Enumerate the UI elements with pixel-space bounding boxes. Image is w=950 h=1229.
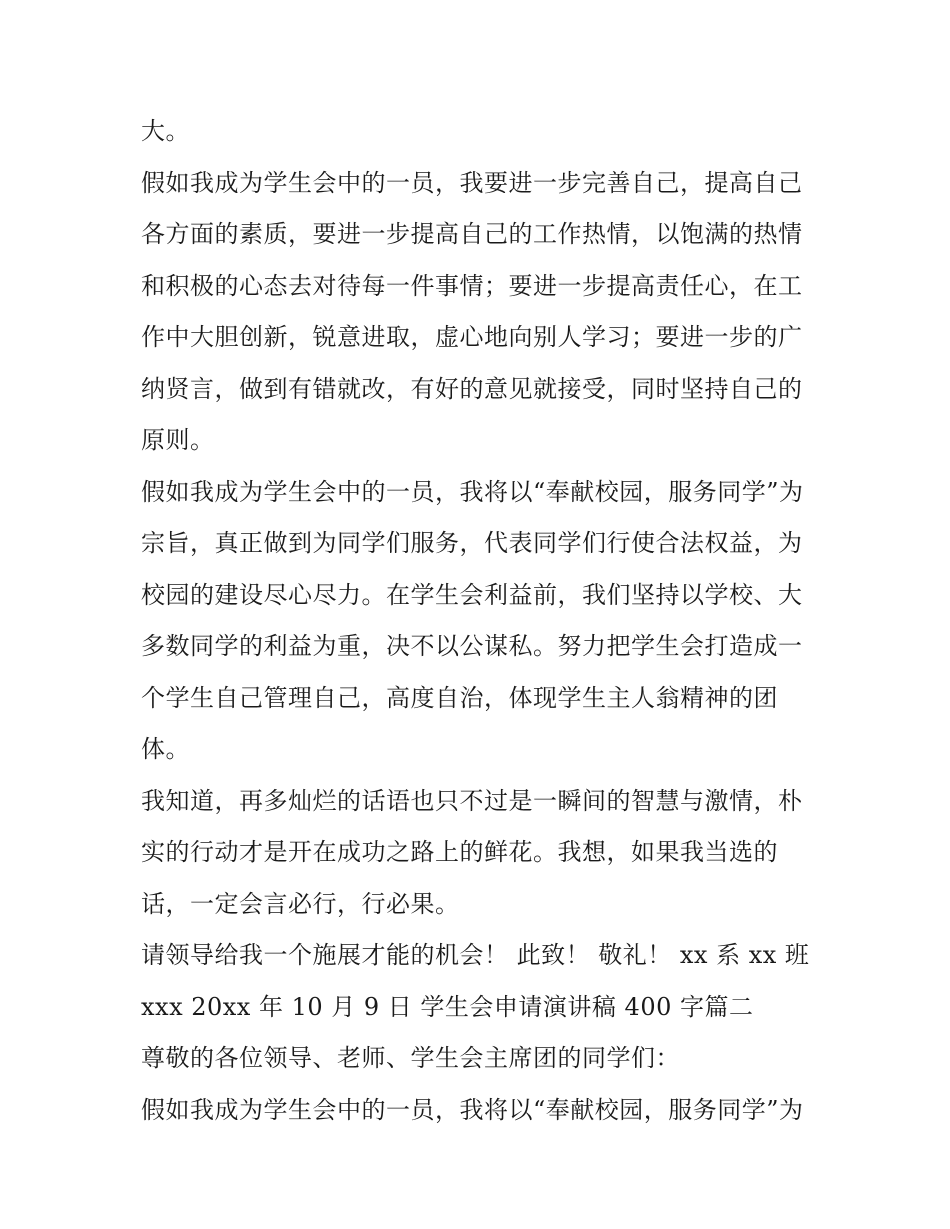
text-line: 纳贤言，做到有错就改，有好的意见就接受，同时坚持自己的 — [141, 374, 803, 403]
text-line: 宗旨，真正做到为同学们服务，代表同学们行使合法权益，为 — [141, 529, 803, 557]
text-line: 我知道，再多灿烂的话语也只不过是一瞬间的智慧与激情，朴 — [141, 786, 803, 815]
text-line: xxx 20xx 年 10 月 9 日 学生会申请演讲稿 400 字篇二 — [141, 992, 754, 1021]
text-line: 话，一定会言必行，行必果。 — [141, 889, 460, 918]
document-body — [141, 106, 821, 1136]
text-line: 假如我成为学生会中的一员，我将以“奉献校园，服务同学”为 — [141, 1095, 804, 1124]
text-line: 体。 — [141, 735, 190, 763]
text-line: 原则。 — [141, 426, 215, 454]
text-line: 校园的建设尽心尽力。在学生会利益前，我们坚持以学校、大 — [141, 580, 803, 609]
text-line: 各方面的素质，要进一步提高自己的工作热情，以饱满的热情 — [141, 220, 803, 248]
text-line: 假如我成为学生会中的一员，我要进一步完善自己，提高自己 — [141, 168, 803, 197]
text-line: 假如我成为学生会中的一员，我将以“奉献校园，服务同学”为 — [141, 477, 804, 506]
text-line: 个学生自己管理自己，高度自治，体现学生主人翁精神的团 — [141, 683, 778, 712]
text-line: 实的行动才是开在成功之路上的鲜花。我想，如果我当选的 — [141, 838, 778, 866]
text-line: 作中大胆创新，锐意进取，虚心地向别人学习；要进一步的广 — [141, 323, 803, 351]
text-line: 多数同学的利益为重，决不以公谋私。努力把学生会打造成一 — [141, 632, 803, 660]
text-line: 和积极的心态去对待每一件事情；要进一步提高责任心，在工 — [141, 271, 803, 300]
text-line: 请领导给我一个施展才能的机会！ 此致！ 敬礼！ xx 系 xx 班 — [141, 941, 810, 969]
text-line: 大。 — [141, 117, 190, 145]
text-line: 尊敬的各位领导、老师、学生会主席团的同学们： — [141, 1044, 680, 1072]
